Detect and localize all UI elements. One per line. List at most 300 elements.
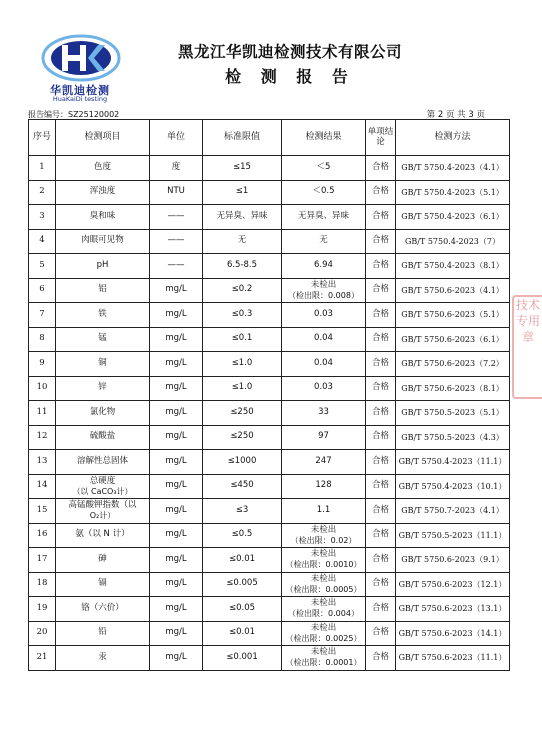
table-row xyxy=(29,352,510,377)
cell-unit xyxy=(150,474,203,499)
table-row xyxy=(29,303,510,328)
cell-item xyxy=(56,303,150,328)
cell-method xyxy=(396,352,510,377)
cell-result-subtext: （检出限：0.008） xyxy=(288,290,359,300)
cell-unit xyxy=(150,425,203,450)
cell-result xyxy=(282,156,366,181)
cell-method xyxy=(396,523,510,548)
cell-item xyxy=(56,646,150,671)
cell-judge-text: 合格 xyxy=(371,553,389,564)
cell-limit-text: ≤250 xyxy=(230,431,254,442)
cell-unit-text: mg/L xyxy=(165,431,187,442)
cell-judge xyxy=(366,621,396,646)
cell-result-text: 未检出 xyxy=(310,524,337,535)
cell-method xyxy=(396,548,510,573)
cell-unit-text: NTU xyxy=(167,186,185,197)
cell-result xyxy=(282,303,366,328)
cell-limit-text: ≤0.01 xyxy=(228,553,256,564)
cell-no-text: 11 xyxy=(36,406,48,417)
cell-judge-text: 合格 xyxy=(371,308,389,319)
cell-result xyxy=(282,254,366,279)
report-number: 报告编号：SZ25120002 xyxy=(28,110,120,119)
cell-result-text: 未检出 xyxy=(310,598,337,609)
cell-unit xyxy=(150,327,203,352)
cell-judge-text: 合格 xyxy=(371,431,389,442)
cell-no xyxy=(29,352,56,377)
cell-result-text: 未检出 xyxy=(310,622,337,633)
cell-result-subtext: （检出限：0.0005） xyxy=(285,584,362,594)
cell-method xyxy=(396,499,510,524)
cell-unit-text: —— xyxy=(167,210,185,221)
cell-result-text: 97 xyxy=(318,431,329,442)
cell-result-text: 128 xyxy=(315,480,332,491)
cell-method xyxy=(396,156,510,181)
cell-judge xyxy=(366,646,396,671)
header-limit: 标准限值 xyxy=(203,120,282,156)
cell-no xyxy=(29,572,56,597)
cell-judge-text: 合格 xyxy=(371,357,389,368)
cell-unit-text: mg/L xyxy=(165,578,187,589)
cell-result xyxy=(282,229,366,254)
cell-method-text: GB/T 5750.6-2023（11.1） xyxy=(398,653,507,663)
cell-limit xyxy=(203,352,282,377)
cell-method xyxy=(396,180,510,205)
cell-result xyxy=(282,205,366,230)
cell-item xyxy=(56,376,150,401)
cell-method xyxy=(396,376,510,401)
cell-no-text: 13 xyxy=(36,455,48,466)
cell-judge xyxy=(366,229,396,254)
cell-item xyxy=(56,278,150,303)
cell-unit xyxy=(150,376,203,401)
cell-result-text: 247 xyxy=(315,455,332,466)
cell-item-text: 总硬度 xyxy=(89,475,116,486)
cell-no xyxy=(29,303,56,328)
header-no: 序号 xyxy=(29,120,56,156)
cell-result xyxy=(282,499,366,524)
cell-result-text: 无异臭、异味 xyxy=(297,210,349,221)
cell-no xyxy=(29,597,56,622)
cell-result-subtext: （检出限：0.0001） xyxy=(285,658,362,668)
cell-no-text: 16 xyxy=(36,529,48,540)
cell-item-text: 氨（以 N 计） xyxy=(75,529,130,540)
cell-item-text: 硫酸盐 xyxy=(89,431,116,442)
cell-result-text: 未检出 xyxy=(310,647,337,658)
cell-limit-text: ≤0.5 xyxy=(231,529,253,540)
cell-limit xyxy=(203,303,282,328)
cell-result xyxy=(282,278,366,303)
cell-result xyxy=(282,523,366,548)
cell-result-text: 1.1 xyxy=(316,504,331,515)
table-row xyxy=(29,254,510,279)
cell-no xyxy=(29,156,56,181)
cell-item xyxy=(56,474,150,499)
cell-no-text: 2 xyxy=(39,186,45,197)
cell-method-text: GB/T 5750.6-2023（12.1） xyxy=(398,579,507,589)
cell-unit-text: mg/L xyxy=(165,455,187,466)
cell-unit-text: mg/L xyxy=(165,553,187,564)
table-row xyxy=(29,646,510,671)
cell-limit-text: ≤1.0 xyxy=(231,382,253,393)
cell-limit-text: ≤0.3 xyxy=(231,308,253,319)
cell-item-text: 臭和味 xyxy=(89,210,116,221)
cell-method-text: GB/T 5750.4-2023（6.1） xyxy=(401,212,504,222)
cell-judge-text: 合格 xyxy=(371,455,389,466)
cell-no xyxy=(29,621,56,646)
cell-judge-text: 合格 xyxy=(371,406,389,417)
table-row xyxy=(29,327,510,352)
cell-item xyxy=(56,352,150,377)
logo-english-name: HuaKaiDi testing xyxy=(52,95,108,103)
cell-limit xyxy=(203,327,282,352)
cell-no-text: 18 xyxy=(36,578,48,589)
cell-item xyxy=(56,229,150,254)
cell-limit xyxy=(203,205,282,230)
cell-item-text: 砷 xyxy=(98,553,107,564)
cell-method xyxy=(396,205,510,230)
cell-no-text: 7 xyxy=(39,308,45,319)
cell-limit xyxy=(203,572,282,597)
stamp-text: 技术专用章 xyxy=(515,298,540,344)
cell-item xyxy=(56,572,150,597)
cell-unit-text: —— xyxy=(167,235,185,246)
cell-judge xyxy=(366,572,396,597)
cell-item xyxy=(56,425,150,450)
cell-unit-text: mg/L xyxy=(165,651,187,662)
cell-unit xyxy=(150,597,203,622)
cell-no xyxy=(29,180,56,205)
cell-no xyxy=(29,548,56,573)
cell-judge-text: 合格 xyxy=(371,235,389,246)
table-row xyxy=(29,205,510,230)
cell-unit xyxy=(150,303,203,328)
cell-result-text: 无 xyxy=(319,235,328,246)
cell-item-text: 铅 xyxy=(98,627,107,638)
cell-no xyxy=(29,499,56,524)
cell-limit-text: 无 xyxy=(237,235,247,246)
cell-method-text: GB/T 5750.4-2023（4.1） xyxy=(401,163,504,173)
cell-unit-text: —— xyxy=(167,259,185,270)
cell-judge xyxy=(366,352,396,377)
cell-no xyxy=(29,474,56,499)
cell-item-text: 铬（六价） xyxy=(81,602,124,613)
cell-item-text: 溶解性总固体 xyxy=(76,455,128,466)
cell-unit xyxy=(150,646,203,671)
cell-judge-text: 合格 xyxy=(371,186,389,197)
table-row xyxy=(29,548,510,573)
cell-unit-text: mg/L xyxy=(165,357,187,368)
table-row xyxy=(29,401,510,426)
cell-method-text: GB/T 5750.5-2023（11.1） xyxy=(398,530,507,540)
cell-judge-text: 合格 xyxy=(371,284,389,295)
cell-result-text: 未检出 xyxy=(310,549,337,560)
cell-no-text: 10 xyxy=(36,382,48,393)
cell-result xyxy=(282,425,366,450)
cell-method-text: GB/T 5750.6-2023（7.2） xyxy=(401,359,504,369)
cell-limit-text: ≤250 xyxy=(230,406,254,417)
page-indicator: 第 2 页 共 3 页 xyxy=(426,110,485,120)
cell-unit-text: mg/L xyxy=(165,504,187,515)
cell-no xyxy=(29,425,56,450)
table-row xyxy=(29,450,510,475)
document-title: 检 测 报 告 xyxy=(225,67,355,86)
cell-limit-text: 无异臭、异味 xyxy=(216,210,268,221)
cell-no-text: 6 xyxy=(39,284,45,295)
cell-limit xyxy=(203,278,282,303)
cell-item-subtext: （以 CaCO₃计） xyxy=(72,486,133,496)
cell-limit xyxy=(203,254,282,279)
cell-method-text: GB/T 5750.5-2023（5.1） xyxy=(401,408,504,418)
header-result: 检测结果 xyxy=(282,120,366,156)
cell-limit xyxy=(203,401,282,426)
cell-no xyxy=(29,278,56,303)
cell-unit-text: mg/L xyxy=(165,602,187,613)
cell-result xyxy=(282,327,366,352)
cell-judge xyxy=(366,327,396,352)
table-row xyxy=(29,229,510,254)
cell-limit xyxy=(203,646,282,671)
cell-method xyxy=(396,327,510,352)
cell-item-text: 氯化物 xyxy=(89,406,116,417)
cell-limit-text: ≤1000 xyxy=(227,455,257,466)
cell-limit xyxy=(203,425,282,450)
table-row xyxy=(29,180,510,205)
cell-method xyxy=(396,401,510,426)
cell-method-text: GB/T 5750.4-2023（8.1） xyxy=(401,261,504,271)
cell-no-text: 21 xyxy=(36,651,48,662)
table-row xyxy=(29,597,510,622)
cell-unit-text: mg/L xyxy=(165,529,187,540)
cell-method xyxy=(396,646,510,671)
cell-limit xyxy=(203,621,282,646)
cell-result xyxy=(282,621,366,646)
cell-no-text: 17 xyxy=(36,553,48,564)
cell-result xyxy=(282,352,366,377)
cell-judge-text: 合格 xyxy=(371,480,389,491)
cell-method-text: GB/T 5750.6-2023（9.1） xyxy=(401,555,504,565)
cell-judge-text: 合格 xyxy=(371,333,389,344)
cell-judge-text: 合格 xyxy=(371,578,389,589)
cell-result-text: ＜5 xyxy=(316,161,331,172)
cell-item xyxy=(56,156,150,181)
cell-limit-text: ≤1.0 xyxy=(231,357,253,368)
cell-unit-text: mg/L xyxy=(165,627,187,638)
cell-limit xyxy=(203,229,282,254)
table-row xyxy=(29,376,510,401)
cell-limit xyxy=(203,180,282,205)
table-header-row xyxy=(29,120,510,156)
cell-limit xyxy=(203,376,282,401)
cell-limit-text: ≤15 xyxy=(233,161,251,172)
cell-no-text: 5 xyxy=(39,259,45,270)
cell-result-subtext: （检出限：0.004） xyxy=(288,609,359,619)
cell-unit-text: mg/L xyxy=(165,406,187,417)
cell-limit xyxy=(203,474,282,499)
header-unit: 单位 xyxy=(150,120,203,156)
cell-method xyxy=(396,229,510,254)
cell-judge xyxy=(366,303,396,328)
cell-result xyxy=(282,401,366,426)
table-row xyxy=(29,572,510,597)
cell-result-text: 未检出 xyxy=(310,279,337,290)
cell-method-text: GB/T 5750.6-2023（6.1） xyxy=(401,334,504,344)
cell-method xyxy=(396,572,510,597)
cell-item-text: 铝 xyxy=(98,284,107,295)
cell-result xyxy=(282,597,366,622)
cell-result-text: ＜0.5 xyxy=(312,186,335,197)
cell-item xyxy=(56,597,150,622)
cell-limit-text: ≤0.01 xyxy=(228,627,256,638)
cell-item xyxy=(56,327,150,352)
cell-unit xyxy=(150,229,203,254)
company-name: 黑龙江华凯迪检测技术有限公司 xyxy=(177,43,402,61)
cell-no xyxy=(29,229,56,254)
cell-method-text: GB/T 5750.4-2023（10.1） xyxy=(398,481,507,491)
cell-unit xyxy=(150,156,203,181)
cell-item-text: 汞 xyxy=(98,651,107,662)
cell-judge-text: 合格 xyxy=(371,259,389,270)
cell-item-text: 锌 xyxy=(98,382,107,393)
cell-no xyxy=(29,523,56,548)
cell-judge xyxy=(366,548,396,573)
cell-item xyxy=(56,180,150,205)
cell-unit-text: mg/L xyxy=(165,308,187,319)
cell-method xyxy=(396,621,510,646)
cell-item-subtext: O₂计） xyxy=(89,511,116,521)
cell-judge xyxy=(366,474,396,499)
cell-method-text: GB/T 5750.4-2023（5.1） xyxy=(401,187,504,197)
cell-item-text: 铁 xyxy=(98,308,107,319)
header-judge: 单项结论 xyxy=(366,120,396,156)
table-row xyxy=(29,425,510,450)
cell-result xyxy=(282,474,366,499)
cell-unit-text: 度 xyxy=(171,161,181,172)
cell-judge xyxy=(366,523,396,548)
cell-no-text: 15 xyxy=(36,504,48,515)
cell-method xyxy=(396,278,510,303)
cell-limit-text: ≤1 xyxy=(235,186,249,197)
cell-no xyxy=(29,401,56,426)
cell-no-text: 4 xyxy=(39,235,45,246)
cell-judge xyxy=(366,376,396,401)
cell-method-text: GB/T 5750.4-2023（7） xyxy=(405,236,500,246)
cell-limit-text: ≤450 xyxy=(230,480,254,491)
cell-limit-text: ≤3 xyxy=(235,504,249,515)
cell-method-text: GB/T 5750.4-2023（11.1） xyxy=(398,457,507,467)
cell-limit-text: ≤0.05 xyxy=(228,602,256,613)
cell-result-subtext: （检出限：0.02） xyxy=(290,535,357,545)
cell-item-text: 浑浊度 xyxy=(89,186,116,197)
cell-no xyxy=(29,450,56,475)
cell-judge xyxy=(366,597,396,622)
cell-unit-text: mg/L xyxy=(165,284,187,295)
cell-method-text: GB/T 5750.6-2023（5.1） xyxy=(401,310,504,320)
cell-limit-text: ≤0.1 xyxy=(231,333,253,344)
cell-judge xyxy=(366,254,396,279)
cell-no-text: 1 xyxy=(39,161,45,172)
cell-judge xyxy=(366,450,396,475)
cell-method xyxy=(396,597,510,622)
cell-item xyxy=(56,254,150,279)
cell-item-text: 色度 xyxy=(93,161,111,172)
table-row xyxy=(29,499,510,524)
cell-judge-text: 合格 xyxy=(371,504,389,515)
cell-unit xyxy=(150,352,203,377)
cell-judge xyxy=(366,499,396,524)
cell-method-text: GB/T 5750.6-2023（8.1） xyxy=(401,383,504,393)
cell-method-text: GB/T 5750.6-2023（13.1） xyxy=(398,604,507,614)
cell-result xyxy=(282,548,366,573)
cell-no xyxy=(29,646,56,671)
cell-method xyxy=(396,254,510,279)
header-item: 检测项目 xyxy=(56,120,150,156)
cell-judge xyxy=(366,205,396,230)
cell-method xyxy=(396,474,510,499)
table-row xyxy=(29,278,510,303)
cell-method xyxy=(396,450,510,475)
cell-limit-text: ≤0.2 xyxy=(231,284,253,295)
cell-item xyxy=(56,621,150,646)
cell-unit xyxy=(150,278,203,303)
cell-result-subtext: （检出限：0.0025） xyxy=(285,633,362,643)
cell-unit xyxy=(150,205,203,230)
cell-result xyxy=(282,572,366,597)
cell-item-text: 铜 xyxy=(98,357,107,368)
cell-no xyxy=(29,205,56,230)
cell-method-text: GB/T 5750.5-2023（4.3） xyxy=(401,432,504,442)
cell-unit xyxy=(150,621,203,646)
cell-method xyxy=(396,303,510,328)
cell-item-text: 肉眼可见物 xyxy=(81,235,124,246)
cell-no xyxy=(29,327,56,352)
cell-result-subtext: （检出限：0.0010） xyxy=(285,560,362,570)
cell-unit-text: mg/L xyxy=(165,382,187,393)
cell-limit xyxy=(203,548,282,573)
cell-unit xyxy=(150,548,203,573)
cell-no-text: 9 xyxy=(39,357,45,368)
cell-no-text: 12 xyxy=(36,431,48,442)
cell-limit xyxy=(203,450,282,475)
cell-item-text: 高锰酸钾指数（以 xyxy=(68,500,137,511)
cell-judge-text: 合格 xyxy=(371,627,389,638)
cell-result-text: 0.04 xyxy=(314,333,333,344)
cell-result-text: 未检出 xyxy=(310,573,337,584)
cell-result-text: 33 xyxy=(318,406,329,417)
cell-result-text: 6.94 xyxy=(314,259,333,270)
cell-limit xyxy=(203,523,282,548)
table-row xyxy=(29,156,510,181)
header-method: 检测方法 xyxy=(396,120,510,156)
cell-item xyxy=(56,450,150,475)
cell-result-text: 0.04 xyxy=(314,357,333,368)
cell-method-text: GB/T 5750.6-2023（4.1） xyxy=(401,285,504,295)
cell-judge-text: 合格 xyxy=(371,382,389,393)
cell-result xyxy=(282,646,366,671)
cell-judge xyxy=(366,425,396,450)
logo-chinese-name: 华凯迪检测 xyxy=(50,84,110,97)
cell-method xyxy=(396,425,510,450)
cell-limit-text: ≤0.005 xyxy=(226,578,258,589)
table-row xyxy=(29,474,510,499)
cell-result xyxy=(282,450,366,475)
cell-limit-text: 6.5-8.5 xyxy=(226,259,258,270)
cell-no-text: 14 xyxy=(36,480,48,491)
cell-result-text: 0.03 xyxy=(314,382,333,393)
cell-unit xyxy=(150,254,203,279)
cell-item xyxy=(56,401,150,426)
cell-judge-text: 合格 xyxy=(371,602,389,613)
cell-item-text: 镉 xyxy=(98,578,107,589)
